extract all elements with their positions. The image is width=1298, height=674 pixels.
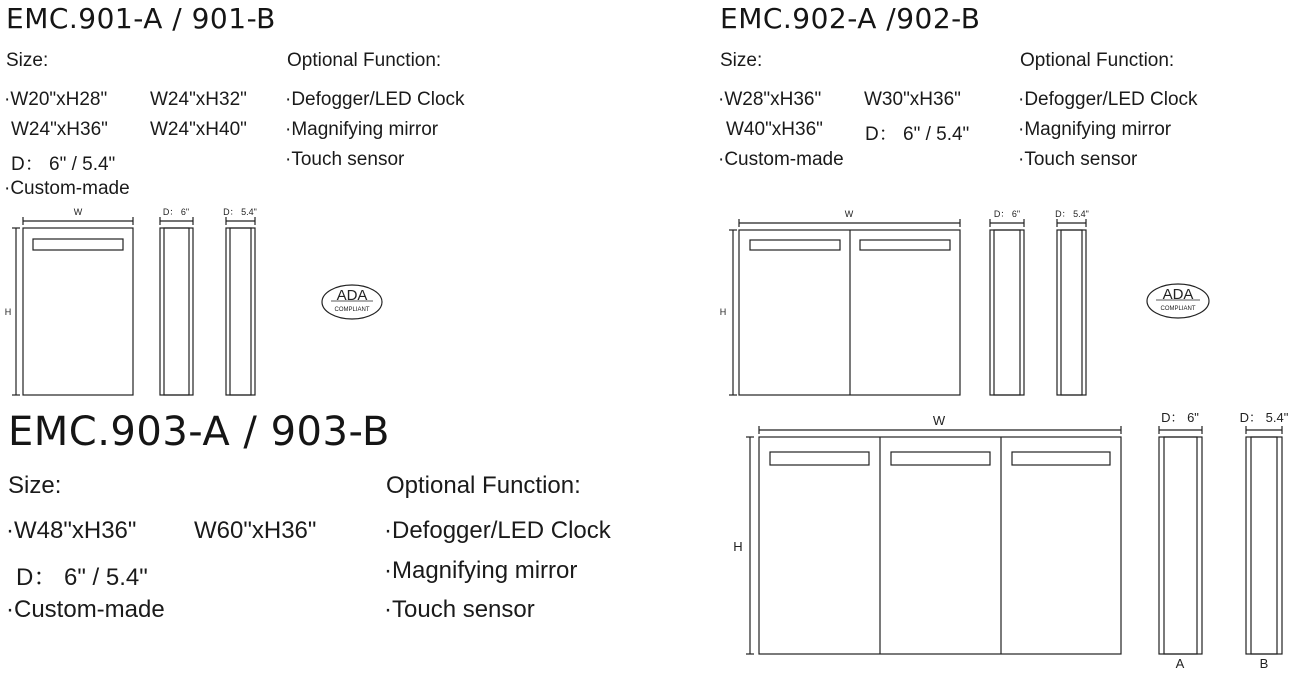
drawing-902-side-54 [1057,219,1086,395]
dim-902-w: W [844,209,854,219]
drawing-901-side-6 [160,217,193,395]
drawing-903-side-6 [1159,426,1202,654]
size-902-1: ·W28"xH36" [718,89,822,110]
size-label-901: Size: [6,50,49,71]
size-901-1: ·W20"xH28" [4,89,108,110]
ada-badge-1-main: ADA [336,287,368,304]
opt-label-902: Optional Function: [1020,50,1175,71]
opt-903-3: ·Touch sensor [384,596,535,623]
custom-903: ·Custom-made [6,596,165,623]
custom-902: ·Custom-made [718,149,844,170]
ada-badge-1-sub: COMPLIANT [334,307,370,313]
dim-903-d1: D： 6" [1161,410,1199,425]
drawing-903-side-54 [1246,426,1282,654]
drawing-901-side-54 [226,217,255,395]
depth-901: D： 6" / 5.4" [11,154,116,175]
dim-902-d1: D： 6" [993,209,1021,219]
dim-903-w: W [932,413,946,428]
opt-903-1: ·Defogger/LED Clock [384,517,611,544]
size-902-2: W30"xH36" [864,89,961,110]
opt-label-903: Optional Function: [386,472,581,499]
title-902: EMC.902-A /902-B [720,2,981,35]
dim-903-b: B [1259,656,1269,671]
size-901-2: W24"xH32" [150,89,247,110]
custom-901: ·Custom-made [4,178,130,199]
title-901: EMC.901-A / 901-B [6,2,276,35]
size-902-3: W40"xH36" [726,119,823,140]
drawing-902-side-6 [990,219,1024,395]
ada-badge-2-main: ADA [1162,286,1194,303]
size-903-2: W60"xH36" [194,517,317,544]
drawing-903-front [746,426,1121,654]
size-901-4: W24"xH40" [150,119,247,140]
dim-901-w: W [73,207,83,217]
title-903: EMC.903-A / 903-B [8,409,390,455]
dim-903-h: H [733,539,743,554]
drawing-902-front [729,219,960,395]
depth-902: D： 6" / 5.4" [865,124,970,145]
size-label-902: Size: [720,50,763,71]
opt-901-1: ·Defogger/LED Clock [285,89,465,110]
opt-902-3: ·Touch sensor [1018,149,1138,170]
size-901-3: W24"xH36" [11,119,108,140]
dim-903-d2: D： 5.4" [1239,410,1289,425]
opt-902-2: ·Magnifying mirror [1018,119,1172,140]
dim-903-a: A [1175,656,1185,671]
dim-901-d2: D： 5.4" [223,207,257,217]
size-903-1: ·W48"xH36" [6,517,137,544]
opt-903-2: ·Magnifying mirror [384,557,578,584]
dim-902-h: H [719,307,727,317]
opt-902-1: ·Defogger/LED Clock [1018,89,1198,110]
opt-901-3: ·Touch sensor [285,149,405,170]
drawing-901-front [12,217,133,395]
dim-901-d1: D： 6" [162,207,190,217]
opt-label-901: Optional Function: [287,50,442,71]
ada-badge-2-sub: COMPLIANT [1160,306,1196,312]
depth-903: D： 6" / 5.4" [16,564,148,591]
dim-901-h: H [4,307,12,317]
dim-902-d2: D： 5.4" [1055,209,1089,219]
size-label-903: Size: [8,472,62,499]
opt-901-2: ·Magnifying mirror [285,119,439,140]
